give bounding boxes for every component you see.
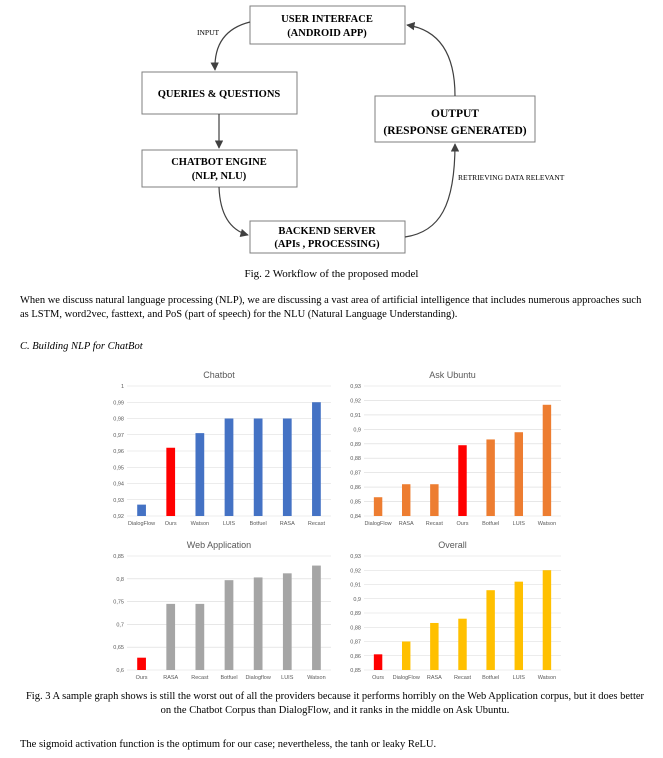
- x-tick-label: RASA: [426, 675, 442, 681]
- bar: [225, 580, 234, 670]
- y-tick-label: 0,84: [350, 514, 361, 520]
- chart-panel-overall: [338, 534, 567, 688]
- y-tick-label: 0,85: [113, 554, 124, 560]
- y-tick-label: 0,88: [350, 625, 361, 632]
- bar: [402, 642, 410, 671]
- box-output: [375, 96, 535, 142]
- x-tick-label: Recast: [453, 675, 472, 681]
- x-tick-label: Botfuel: [249, 521, 267, 527]
- bar: [402, 484, 410, 516]
- x-tick-label: Botfuel: [482, 675, 500, 681]
- bar: [543, 570, 551, 670]
- chart-overall: [338, 534, 567, 688]
- x-tick-label: Watson: [190, 521, 210, 527]
- x-tick-label: Watson: [307, 675, 326, 681]
- arrow-output-to-ui: [407, 25, 455, 96]
- y-tick-label: 0,96: [113, 449, 124, 455]
- chart-title: Overall: [438, 540, 467, 550]
- bar: [166, 604, 175, 670]
- y-tick-label: 0,8: [116, 576, 124, 583]
- fig2-caption: Fig. 2 Workflow of the proposed model: [244, 268, 419, 280]
- x-tick-label: DialogFlow: [392, 675, 420, 681]
- svg-text:(APIs , PROCESSING): (APIs , PROCESSING): [274, 239, 380, 250]
- bar: [283, 419, 292, 517]
- x-tick-label: LUIS: [281, 675, 294, 681]
- y-tick-label: 0,99: [113, 400, 124, 407]
- bar: [195, 433, 204, 516]
- y-tick-label: 1: [120, 384, 124, 390]
- x-tick-label: Ours: [372, 675, 385, 681]
- bar: [254, 577, 263, 670]
- label-retrieving: RETRIEVING DATA RELEVANT: [458, 173, 565, 182]
- y-tick-label: 0,97: [113, 432, 124, 439]
- y-tick-label: 0,88: [350, 456, 361, 463]
- y-tick-label: 0,87: [350, 470, 361, 477]
- y-tick-label: 0,86: [350, 653, 361, 660]
- x-tick-label: Recast: [191, 675, 209, 681]
- y-tick-label: 0,92: [350, 568, 361, 575]
- arrow-engine-to-backend: [219, 187, 248, 235]
- chart-title: Web Application: [186, 540, 252, 550]
- chart-background-1: [338, 364, 567, 534]
- bar: [430, 484, 438, 516]
- x-tick-label: LUIS: [512, 675, 525, 681]
- y-tick-label: 0,94: [113, 481, 124, 488]
- bar: [515, 432, 523, 516]
- box-queries: [142, 72, 297, 114]
- y-tick-label: 0,65: [113, 645, 124, 652]
- svg-text:USER INTERFACE: USER INTERFACE: [281, 14, 373, 25]
- y-tick-label: 0,75: [113, 599, 124, 606]
- x-tick-label: Ours: [135, 675, 148, 681]
- paragraph-sigmoid: The sigmoid activation function is the optimum for our case; nevertheless, the tanh or leaky ReLU.: [20, 739, 437, 750]
- y-tick-label: 0,86: [350, 485, 361, 492]
- chart-chatbot: [101, 364, 337, 534]
- bar: [312, 566, 321, 670]
- x-tick-label: Botfuel: [220, 675, 238, 681]
- workflow-diagram: [0, 0, 663, 270]
- y-tick-label: 0,85: [350, 668, 361, 674]
- y-tick-label: 0,7: [116, 622, 124, 629]
- y-tick-label: 0,92: [113, 514, 124, 520]
- bar: [374, 497, 382, 516]
- svg-text:CHATBOT ENGINE: CHATBOT ENGINE: [171, 157, 267, 168]
- section-heading: C. Building NLP for ChatBot: [20, 341, 143, 352]
- bar: [195, 604, 204, 670]
- paragraph-nlp: When we discuss natural language processing (NLP), we are discussing a vast area of artificial intelligence that includes numerous approaches such as LSTM, word2vec, fasttext, and PoS (part of speech) for the NLU (Natural Language Understanding).: [20, 295, 642, 320]
- y-tick-label: 0,91: [350, 582, 361, 589]
- box-chatbot-engine: [142, 150, 297, 187]
- chart-panel-ask-ubuntu: [338, 364, 567, 534]
- x-tick-label: Botfuel: [482, 521, 500, 527]
- bar: [486, 439, 494, 516]
- chart-title: Chatbot: [203, 370, 235, 380]
- x-tick-label: Watson: [537, 675, 557, 681]
- x-tick-label: Recast: [307, 521, 325, 527]
- bar: [225, 419, 234, 517]
- x-tick-label: DialogFlow: [127, 521, 156, 527]
- fig3-caption: Fig. 3 A sample graph shows is still the worst out of all the providers because it performs horribly on the Web Application corpus, but it does better on the Chatbot Corpus than DialogFlow, and it ranks in the middle on Ask Ubuntu.: [25, 691, 645, 716]
- x-tick-label: LUIS: [512, 521, 525, 527]
- bar: [137, 505, 146, 516]
- bar: [283, 573, 292, 670]
- y-tick-label: 0,93: [350, 384, 361, 390]
- bar: [486, 590, 494, 670]
- bar: [515, 582, 523, 670]
- bar: [312, 402, 321, 516]
- chart-background-3: [338, 534, 567, 688]
- chart-panel-web-application: [101, 534, 337, 688]
- arrow-ui-to-queries: [215, 22, 250, 70]
- x-tick-label: Dialogflow: [245, 675, 271, 681]
- bar: [458, 445, 466, 516]
- bar: [254, 419, 263, 517]
- y-tick-label: 0,93: [350, 554, 361, 560]
- y-tick-label: 0,85: [350, 499, 361, 506]
- bar: [543, 405, 551, 516]
- svg-text:(NLP, NLU): (NLP, NLU): [191, 171, 247, 182]
- x-tick-label: Watson: [537, 521, 557, 527]
- svg-text:BACKEND SERVER: BACKEND SERVER: [278, 226, 376, 237]
- x-tick-label: Ours: [456, 521, 469, 527]
- x-tick-label: DialogFlow: [364, 521, 392, 527]
- y-tick-label: 0,6: [116, 668, 124, 674]
- box-user-interface: [250, 6, 405, 44]
- x-tick-label: RASA: [163, 675, 179, 681]
- y-tick-label: 0,87: [350, 639, 361, 646]
- bar: [166, 448, 175, 516]
- chart-ask-ubuntu: [338, 364, 567, 534]
- box-backend-server: [250, 221, 405, 253]
- x-tick-label: Ours: [164, 521, 177, 527]
- chart-background-0: [101, 364, 337, 534]
- y-tick-label: 0,89: [350, 611, 361, 617]
- y-tick-label: 0,9: [353, 427, 361, 434]
- y-tick-label: 0,98: [113, 416, 124, 423]
- y-tick-label: 0,95: [113, 465, 124, 472]
- svg-text:QUERIES & QUESTIONS: QUERIES & QUESTIONS: [157, 89, 281, 100]
- x-tick-label: Recast: [425, 521, 443, 527]
- y-tick-label: 0,93: [113, 497, 124, 504]
- svg-text:(RESPONSE GENERATED): (RESPONSE GENERATED): [383, 125, 527, 137]
- x-tick-label: RASA: [398, 521, 414, 527]
- chart-background-2: [101, 534, 337, 688]
- bar: [458, 619, 466, 670]
- y-tick-label: 0,9: [353, 596, 361, 603]
- y-tick-label: 0,91: [350, 412, 361, 419]
- svg-text:OUTPUT: OUTPUT: [431, 108, 479, 120]
- arrow-backend-to-output: [405, 144, 455, 237]
- chart-title: Ask Ubuntu: [429, 370, 476, 380]
- x-tick-label: RASA: [279, 521, 295, 527]
- bar: [430, 623, 438, 670]
- bar: [137, 658, 146, 670]
- x-tick-label: LUIS: [222, 521, 236, 527]
- chart-web-application: [101, 534, 337, 688]
- chart-panel-chatbot: [101, 364, 337, 534]
- y-tick-label: 0,92: [350, 398, 361, 405]
- label-input: INPUT: [197, 28, 220, 37]
- y-tick-label: 0,89: [350, 441, 361, 448]
- bar: [374, 654, 382, 670]
- svg-text:(ANDROID APP): (ANDROID APP): [287, 28, 367, 39]
